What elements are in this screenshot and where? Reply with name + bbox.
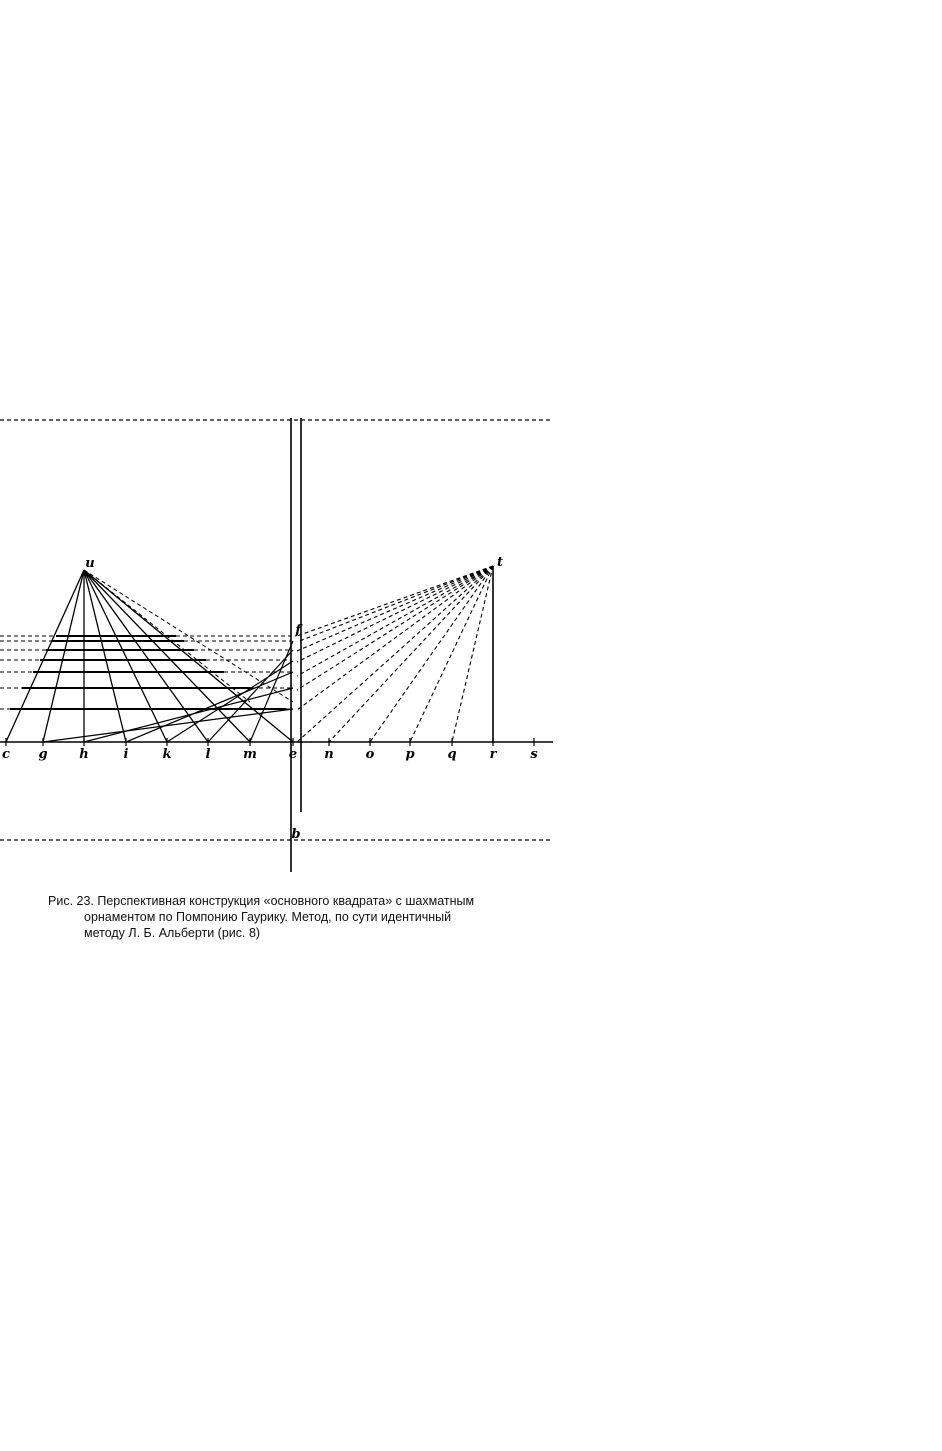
orthogonal-u-4 [84,570,167,742]
label-baseline-l: l [205,747,211,762]
label-baseline-m: m [243,747,257,762]
point-labels [2,555,538,842]
t-ray-6 [297,566,493,642]
caption-line-3: методу Л. Б. Альберти (рис. 8) [84,926,261,940]
grid-diagonal-5 [250,641,293,742]
t-ray-0 [297,566,493,742]
label-b: b [291,827,301,842]
label-baseline-h: h [79,747,89,762]
t-ray-3 [297,566,493,676]
orthogonal-u-1 [43,570,84,742]
label-baseline-p: p [405,747,415,762]
label-baseline-o: o [365,747,375,762]
label-f: f [295,623,301,638]
figure-caption [48,893,568,941]
label-baseline-g: g [38,747,48,762]
orthogonal-u-0 [6,570,84,742]
caption-line-1: Рис. 23. Перспективная конструкция «основного квадрата» с шахматным [48,894,475,908]
t-ray-7 [297,566,493,636]
construction-lines [0,418,553,872]
grid-diagonal-4 [208,650,293,742]
label-baseline-q: q [447,747,457,762]
t-ray-1 [297,566,493,710]
grid-diagonal-2 [126,672,293,742]
t-ray-11 [452,566,493,742]
caption-line-2: орнаментом по Помпонию Гаурику. Метод, по сути идентичный [84,910,452,924]
grid-diagonal-0 [43,709,293,742]
grid-diagonal-3 [167,661,293,742]
label-baseline-c: c [2,747,10,762]
label-baseline-i: i [123,747,129,762]
label-t: t [496,555,504,570]
label-baseline-n: n [324,747,334,762]
label-baseline-e: e [288,747,298,762]
label-baseline-k: k [162,747,172,762]
t-ray-4 [297,566,493,662]
orthogonal-u-6 [84,570,250,742]
orthogonal-u-3 [84,570,126,742]
label-baseline-s: s [530,747,538,762]
label-baseline-r: r [489,747,497,762]
label-u: u [85,556,95,571]
